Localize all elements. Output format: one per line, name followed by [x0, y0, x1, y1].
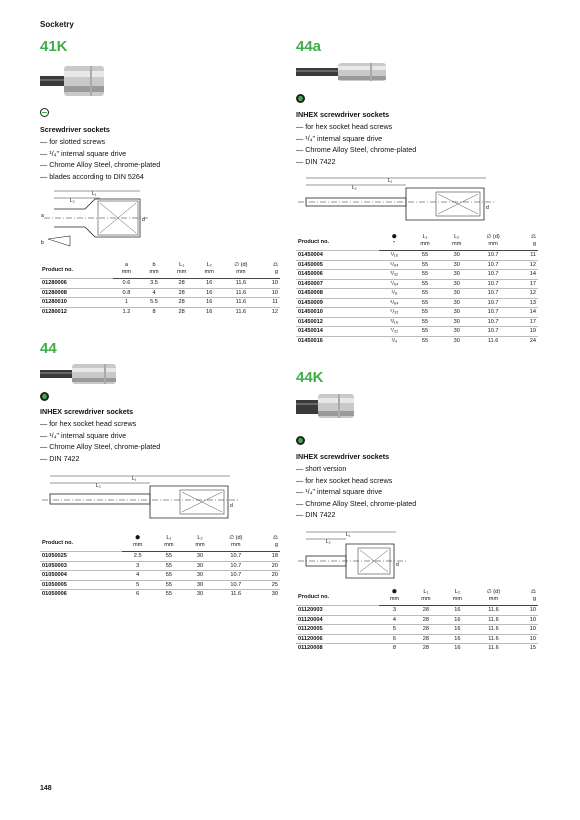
table-cell: 16: [442, 644, 473, 653]
table-cell: 55: [409, 298, 441, 308]
col-header-product-no: Product no.: [298, 593, 330, 600]
table-cell: 28: [410, 634, 441, 644]
col-unit: mm: [168, 269, 196, 279]
weight-icon: ⚖: [272, 535, 278, 541]
table-cell: 11: [514, 251, 538, 261]
table-cell: 2.5: [122, 552, 153, 562]
product-number-cell: 01120004: [296, 615, 379, 625]
col-unit: mm: [223, 269, 259, 279]
technical-drawing-44: [40, 470, 240, 522]
product-number-cell: 01050025: [40, 552, 122, 562]
table-cell: 4: [379, 615, 410, 625]
table-cell: ⁷/₆₄: [379, 279, 409, 289]
col-header: L₂: [454, 234, 460, 240]
socket-44a-image: [296, 62, 396, 82]
table-cell: 3: [122, 561, 153, 571]
table-cell: 55: [153, 580, 184, 590]
table-cell: 19: [514, 327, 538, 337]
col-header: ∅ (d): [229, 535, 243, 541]
table-cell: 10: [259, 279, 280, 289]
table-cell: 11.6: [473, 644, 514, 653]
table-cell: 11.6: [473, 634, 514, 644]
feature-list-41k: [40, 136, 160, 182]
table-cell: 10: [514, 634, 538, 644]
col-header-product-no: Product no.: [298, 238, 330, 245]
table-cell: 6: [379, 634, 410, 644]
table-cell: 18: [256, 552, 280, 562]
table-cell: 1.2: [113, 307, 141, 316]
table-row: [40, 298, 280, 308]
weight-icon: ⚖: [530, 589, 536, 595]
table-row: [40, 288, 280, 298]
spec-table-44a: [296, 234, 538, 345]
table-cell: 55: [409, 279, 441, 289]
spec-table-41k: [40, 262, 280, 316]
table-row: [40, 580, 280, 590]
col-unit: mm: [473, 596, 514, 606]
product-number-cell: 01050005: [40, 580, 122, 590]
table-cell: 11.6: [223, 279, 259, 289]
dim-l2-label: L₂: [96, 483, 101, 489]
table-cell: 16: [195, 288, 223, 298]
col-unit: mm: [441, 241, 473, 251]
product-number-cell: 01120008: [296, 644, 379, 653]
hex-symbol-icon: [296, 94, 305, 103]
table-cell: 16: [195, 307, 223, 316]
feature-item: — DIN 7422: [296, 156, 416, 168]
table-cell: 25: [256, 580, 280, 590]
feature-item: — Chrome Alloy Steel, chrome-plated: [296, 144, 416, 156]
table-row: [296, 260, 538, 270]
product-number-cell: 01450006: [296, 270, 379, 280]
table-cell: 28: [168, 298, 196, 308]
dim-l1-label: L₁: [346, 532, 351, 538]
table-cell: 30: [441, 327, 473, 337]
table-cell: 11.6: [223, 298, 259, 308]
feature-item: — DIN 7422: [40, 453, 160, 465]
table-cell: 55: [153, 571, 184, 581]
table-cell: 5: [122, 580, 153, 590]
table-cell: 14: [514, 308, 538, 318]
col-header: L₂: [197, 535, 203, 541]
table-cell: 10.7: [473, 298, 514, 308]
col-header: ∅ (d): [234, 262, 248, 268]
dim-l1-label: L₁: [388, 178, 393, 184]
table-cell: 28: [410, 606, 441, 616]
product-number-cell: 01120003: [296, 606, 379, 616]
table-cell: 8: [379, 644, 410, 653]
table-row: [296, 615, 538, 625]
table-cell: ¹/₄: [379, 336, 409, 345]
table-cell: 11.6: [223, 288, 259, 298]
table-cell: 11: [259, 298, 280, 308]
table-row: [296, 625, 538, 635]
col-header: ∅ (d): [486, 234, 500, 240]
col-header: L₂: [454, 589, 460, 595]
table-cell: 28: [168, 288, 196, 298]
dim-l1-label: L₁: [92, 191, 97, 197]
feature-list-44a: [296, 121, 416, 167]
table-row: [296, 289, 538, 299]
feature-item: — short version: [296, 463, 416, 475]
product-number-cell: 01280012: [40, 307, 113, 316]
dim-l2-label: L₂: [326, 539, 331, 545]
table-cell: ⁵/₃₂: [379, 308, 409, 318]
table-cell: 10.7: [473, 327, 514, 337]
table-cell: 28: [410, 644, 441, 653]
table-row: [40, 590, 280, 599]
table-cell: 16: [442, 634, 473, 644]
table-cell: 12: [514, 260, 538, 270]
series-code-44: 44: [40, 340, 57, 357]
table-row: [296, 308, 538, 318]
table-cell: 13: [514, 298, 538, 308]
table-cell: 10: [514, 625, 538, 635]
table-row: [296, 336, 538, 345]
table-cell: 55: [153, 561, 184, 571]
feature-item: — for slotted screws: [40, 136, 160, 148]
table-row: [40, 561, 280, 571]
product-number-cell: 01450014: [296, 327, 379, 337]
table-cell: 30: [441, 279, 473, 289]
col-unit: mm: [113, 269, 141, 279]
table-cell: 11.6: [473, 606, 514, 616]
table-cell: 30: [441, 308, 473, 318]
table-cell: 10.7: [216, 561, 256, 571]
series-code-44a: 44a: [296, 38, 322, 55]
technical-drawing-44k: [296, 526, 416, 582]
table-row: [296, 279, 538, 289]
table-cell: 5: [379, 625, 410, 635]
slotted-symbol-icon: [40, 108, 49, 117]
col-unit: mm: [140, 269, 168, 279]
table-cell: 17: [514, 317, 538, 327]
table-cell: 30: [441, 317, 473, 327]
table-cell: 30: [441, 289, 473, 299]
col-unit: mm: [379, 596, 410, 606]
table-cell: 55: [409, 289, 441, 299]
col-unit: mm: [473, 241, 514, 251]
spec-table-44: [40, 535, 280, 599]
product-number-cell: 01450005: [296, 260, 379, 270]
table-cell: 1: [113, 298, 141, 308]
table-row: [40, 307, 280, 316]
table-cell: 55: [409, 260, 441, 270]
table-cell: 30: [441, 251, 473, 261]
table-cell: 30: [184, 590, 215, 599]
dim-d-label: d: [230, 503, 233, 509]
col-header: b: [152, 262, 156, 268]
product-number-cell: 01450009: [296, 298, 379, 308]
product-title-44a: INHEX screwdriver sockets: [296, 110, 390, 119]
feature-item: — Chrome Alloy Steel, chrome-plated: [296, 498, 416, 510]
table-row: [296, 606, 538, 616]
table-cell: 11.6: [473, 336, 514, 345]
product-number-cell: 01450004: [296, 251, 379, 261]
hex-size-icon: ⬢: [392, 589, 397, 595]
product-number-cell: 01120005: [296, 625, 379, 635]
dim-l2-label: L₂: [352, 185, 357, 191]
table-cell: 10.7: [216, 580, 256, 590]
socket-44k-image: [296, 392, 376, 420]
product-title-44k: INHEX screwdriver sockets: [296, 452, 390, 461]
hex-size-icon: ⬢: [391, 234, 397, 240]
product-number-cell: 01120006: [296, 634, 379, 644]
table-cell: 30: [441, 270, 473, 280]
dim-l2-label: L₂: [70, 198, 75, 204]
col-unit: mm: [216, 542, 256, 552]
table-cell: ¹/₁₆: [379, 251, 409, 261]
dim-d-label: d: [396, 562, 399, 568]
technical-drawing-44a: [296, 172, 496, 224]
table-cell: 55: [409, 270, 441, 280]
product-number-cell: 01280006: [40, 279, 113, 289]
table-cell: 3: [379, 606, 410, 616]
product-title-44: INHEX screwdriver sockets: [40, 407, 134, 416]
table-cell: 28: [410, 615, 441, 625]
table-cell: ⁵/₆₄: [379, 260, 409, 270]
table-row: [296, 270, 538, 280]
hex-symbol-icon: [40, 392, 49, 401]
table-cell: 30: [184, 552, 215, 562]
table-cell: 10: [259, 288, 280, 298]
product-number-cell: 01050003: [40, 561, 122, 571]
table-row: [296, 298, 538, 308]
col-unit: mm: [122, 542, 153, 552]
col-unit: mm: [153, 542, 184, 552]
socket-41k-image: [40, 62, 130, 100]
table-cell: 55: [409, 251, 441, 261]
table-cell: 4: [122, 571, 153, 581]
table-row: [296, 251, 538, 261]
table-cell: 0.8: [113, 288, 141, 298]
table-cell: 55: [153, 552, 184, 562]
feature-item: — Chrome Alloy Steel, chrome-plated: [40, 159, 160, 171]
table-cell: ⁷/₃₂: [379, 327, 409, 337]
table-cell: 10: [514, 615, 538, 625]
table-cell: 10.7: [473, 308, 514, 318]
feature-list-44: [40, 418, 160, 464]
table-cell: 16: [442, 606, 473, 616]
table-cell: 30: [256, 590, 280, 599]
col-unit: mm: [195, 269, 223, 279]
table-cell: 15: [514, 644, 538, 653]
table-cell: 4: [140, 288, 168, 298]
dim-a-label: a: [41, 213, 44, 219]
col-header: L₁: [422, 234, 428, 240]
product-number-cell: 01450012: [296, 317, 379, 327]
product-number-cell: 01050006: [40, 590, 122, 599]
table-cell: 10.7: [473, 260, 514, 270]
table-cell: 12: [514, 289, 538, 299]
table-cell: 11.6: [216, 590, 256, 599]
table-cell: 55: [409, 308, 441, 318]
table-cell: 5.5: [140, 298, 168, 308]
feature-item: — for hex socket head screws: [296, 475, 416, 487]
table-cell: 55: [153, 590, 184, 599]
page-number: 148: [40, 785, 52, 792]
table-cell: 17: [514, 279, 538, 289]
product-number-cell: 01280010: [40, 298, 113, 308]
table-cell: 10.7: [216, 571, 256, 581]
table-cell: 3.5: [140, 279, 168, 289]
table-cell: 14: [514, 270, 538, 280]
section-title: Socketry: [40, 20, 74, 29]
hex-size-icon: ⬢: [135, 535, 141, 541]
feature-item: — blades according to DIN 5264: [40, 171, 160, 183]
hex-symbol-icon: [296, 436, 305, 445]
col-header-product-no: Product no.: [42, 266, 74, 273]
col-unit: g: [256, 542, 280, 552]
table-cell: 20: [256, 571, 280, 581]
technical-drawing-41k: [40, 185, 150, 250]
table-cell: 28: [168, 307, 196, 316]
table-row: [296, 317, 538, 327]
dim-l1-label: L₁: [132, 476, 137, 482]
table-row: [40, 279, 280, 289]
table-cell: ⁹/₆₄: [379, 298, 409, 308]
table-cell: 10: [514, 606, 538, 616]
col-unit: g: [514, 596, 538, 606]
table-row: [40, 552, 280, 562]
table-cell: 11.6: [473, 625, 514, 635]
col-unit: ": [379, 241, 409, 251]
table-cell: 30: [441, 298, 473, 308]
col-unit: mm: [184, 542, 215, 552]
table-cell: 11.6: [473, 615, 514, 625]
table-cell: 8: [140, 307, 168, 316]
table-cell: 10.7: [216, 552, 256, 562]
table-cell: 16: [195, 279, 223, 289]
weight-icon: ⚖: [272, 262, 278, 268]
table-cell: ¹/₈: [379, 289, 409, 299]
table-cell: 16: [442, 615, 473, 625]
table-cell: 11.6: [223, 307, 259, 316]
dim-d-label: d: [486, 205, 489, 211]
col-unit: mm: [409, 241, 441, 251]
dim-b-label: b: [41, 240, 44, 246]
table-cell: 28: [168, 279, 196, 289]
feature-item: — ¹/₄" internal square drive: [40, 148, 160, 160]
dim-d-label: d: [142, 217, 145, 223]
series-code-44k: 44K: [296, 369, 324, 386]
table-cell: 0.6: [113, 279, 141, 289]
product-title-41k: Screwdriver sockets: [40, 125, 110, 134]
col-unit: g: [259, 269, 280, 279]
table-cell: 28: [410, 625, 441, 635]
col-header: a: [124, 262, 128, 268]
product-number-cell: 01450016: [296, 336, 379, 345]
product-number-cell: 01050004: [40, 571, 122, 581]
product-number-cell: 01450007: [296, 279, 379, 289]
table-cell: 16: [195, 298, 223, 308]
table-cell: ³/₃₂: [379, 270, 409, 280]
table-cell: 16: [442, 625, 473, 635]
table-cell: ³/₁₆: [379, 317, 409, 327]
table-cell: 30: [184, 571, 215, 581]
table-cell: 10.7: [473, 289, 514, 299]
feature-item: — ¹/₄" internal square drive: [40, 430, 160, 442]
table-cell: 30: [184, 561, 215, 571]
product-number-cell: 01280008: [40, 288, 113, 298]
table-cell: 55: [409, 336, 441, 345]
col-header: L₁: [423, 589, 429, 595]
col-header: L₁: [166, 535, 172, 541]
table-cell: 30: [184, 580, 215, 590]
table-cell: 30: [441, 336, 473, 345]
table-cell: 30: [441, 260, 473, 270]
feature-item: — ¹/₄" internal square drive: [296, 486, 416, 498]
feature-item: — for hex socket head screws: [40, 418, 160, 430]
table-row: [296, 644, 538, 653]
table-cell: 55: [409, 327, 441, 337]
col-unit: g: [514, 241, 538, 251]
table-cell: 10.7: [473, 270, 514, 280]
table-cell: 10.7: [473, 251, 514, 261]
weight-icon: ⚖: [530, 234, 536, 240]
product-number-cell: 01450010: [296, 308, 379, 318]
feature-item: — for hex socket head screws: [296, 121, 416, 133]
feature-item: — Chrome Alloy Steel, chrome-plated: [40, 441, 160, 453]
table-row: [296, 327, 538, 337]
feature-list-44k: [296, 463, 416, 521]
table-row: [296, 634, 538, 644]
col-unit: mm: [442, 596, 473, 606]
col-unit: mm: [410, 596, 441, 606]
col-header-product-no: Product no.: [42, 539, 74, 546]
table-cell: 55: [409, 317, 441, 327]
col-header: L₂: [206, 262, 212, 268]
feature-item: — ¹/₄" internal square drive: [296, 133, 416, 145]
table-cell: 20: [256, 561, 280, 571]
col-header: L₁: [179, 262, 185, 268]
socket-44-image: [40, 362, 130, 386]
spec-table-44k: [296, 589, 538, 653]
table-cell: 10.7: [473, 279, 514, 289]
table-cell: 10.7: [473, 317, 514, 327]
table-row: [40, 571, 280, 581]
table-cell: 6: [122, 590, 153, 599]
table-cell: 24: [514, 336, 538, 345]
col-header: ∅ (d): [486, 589, 501, 595]
series-code-41k: 41K: [40, 38, 68, 55]
product-number-cell: 01450008: [296, 289, 379, 299]
feature-item: — DIN 7422: [296, 509, 416, 521]
table-cell: 12: [259, 307, 280, 316]
